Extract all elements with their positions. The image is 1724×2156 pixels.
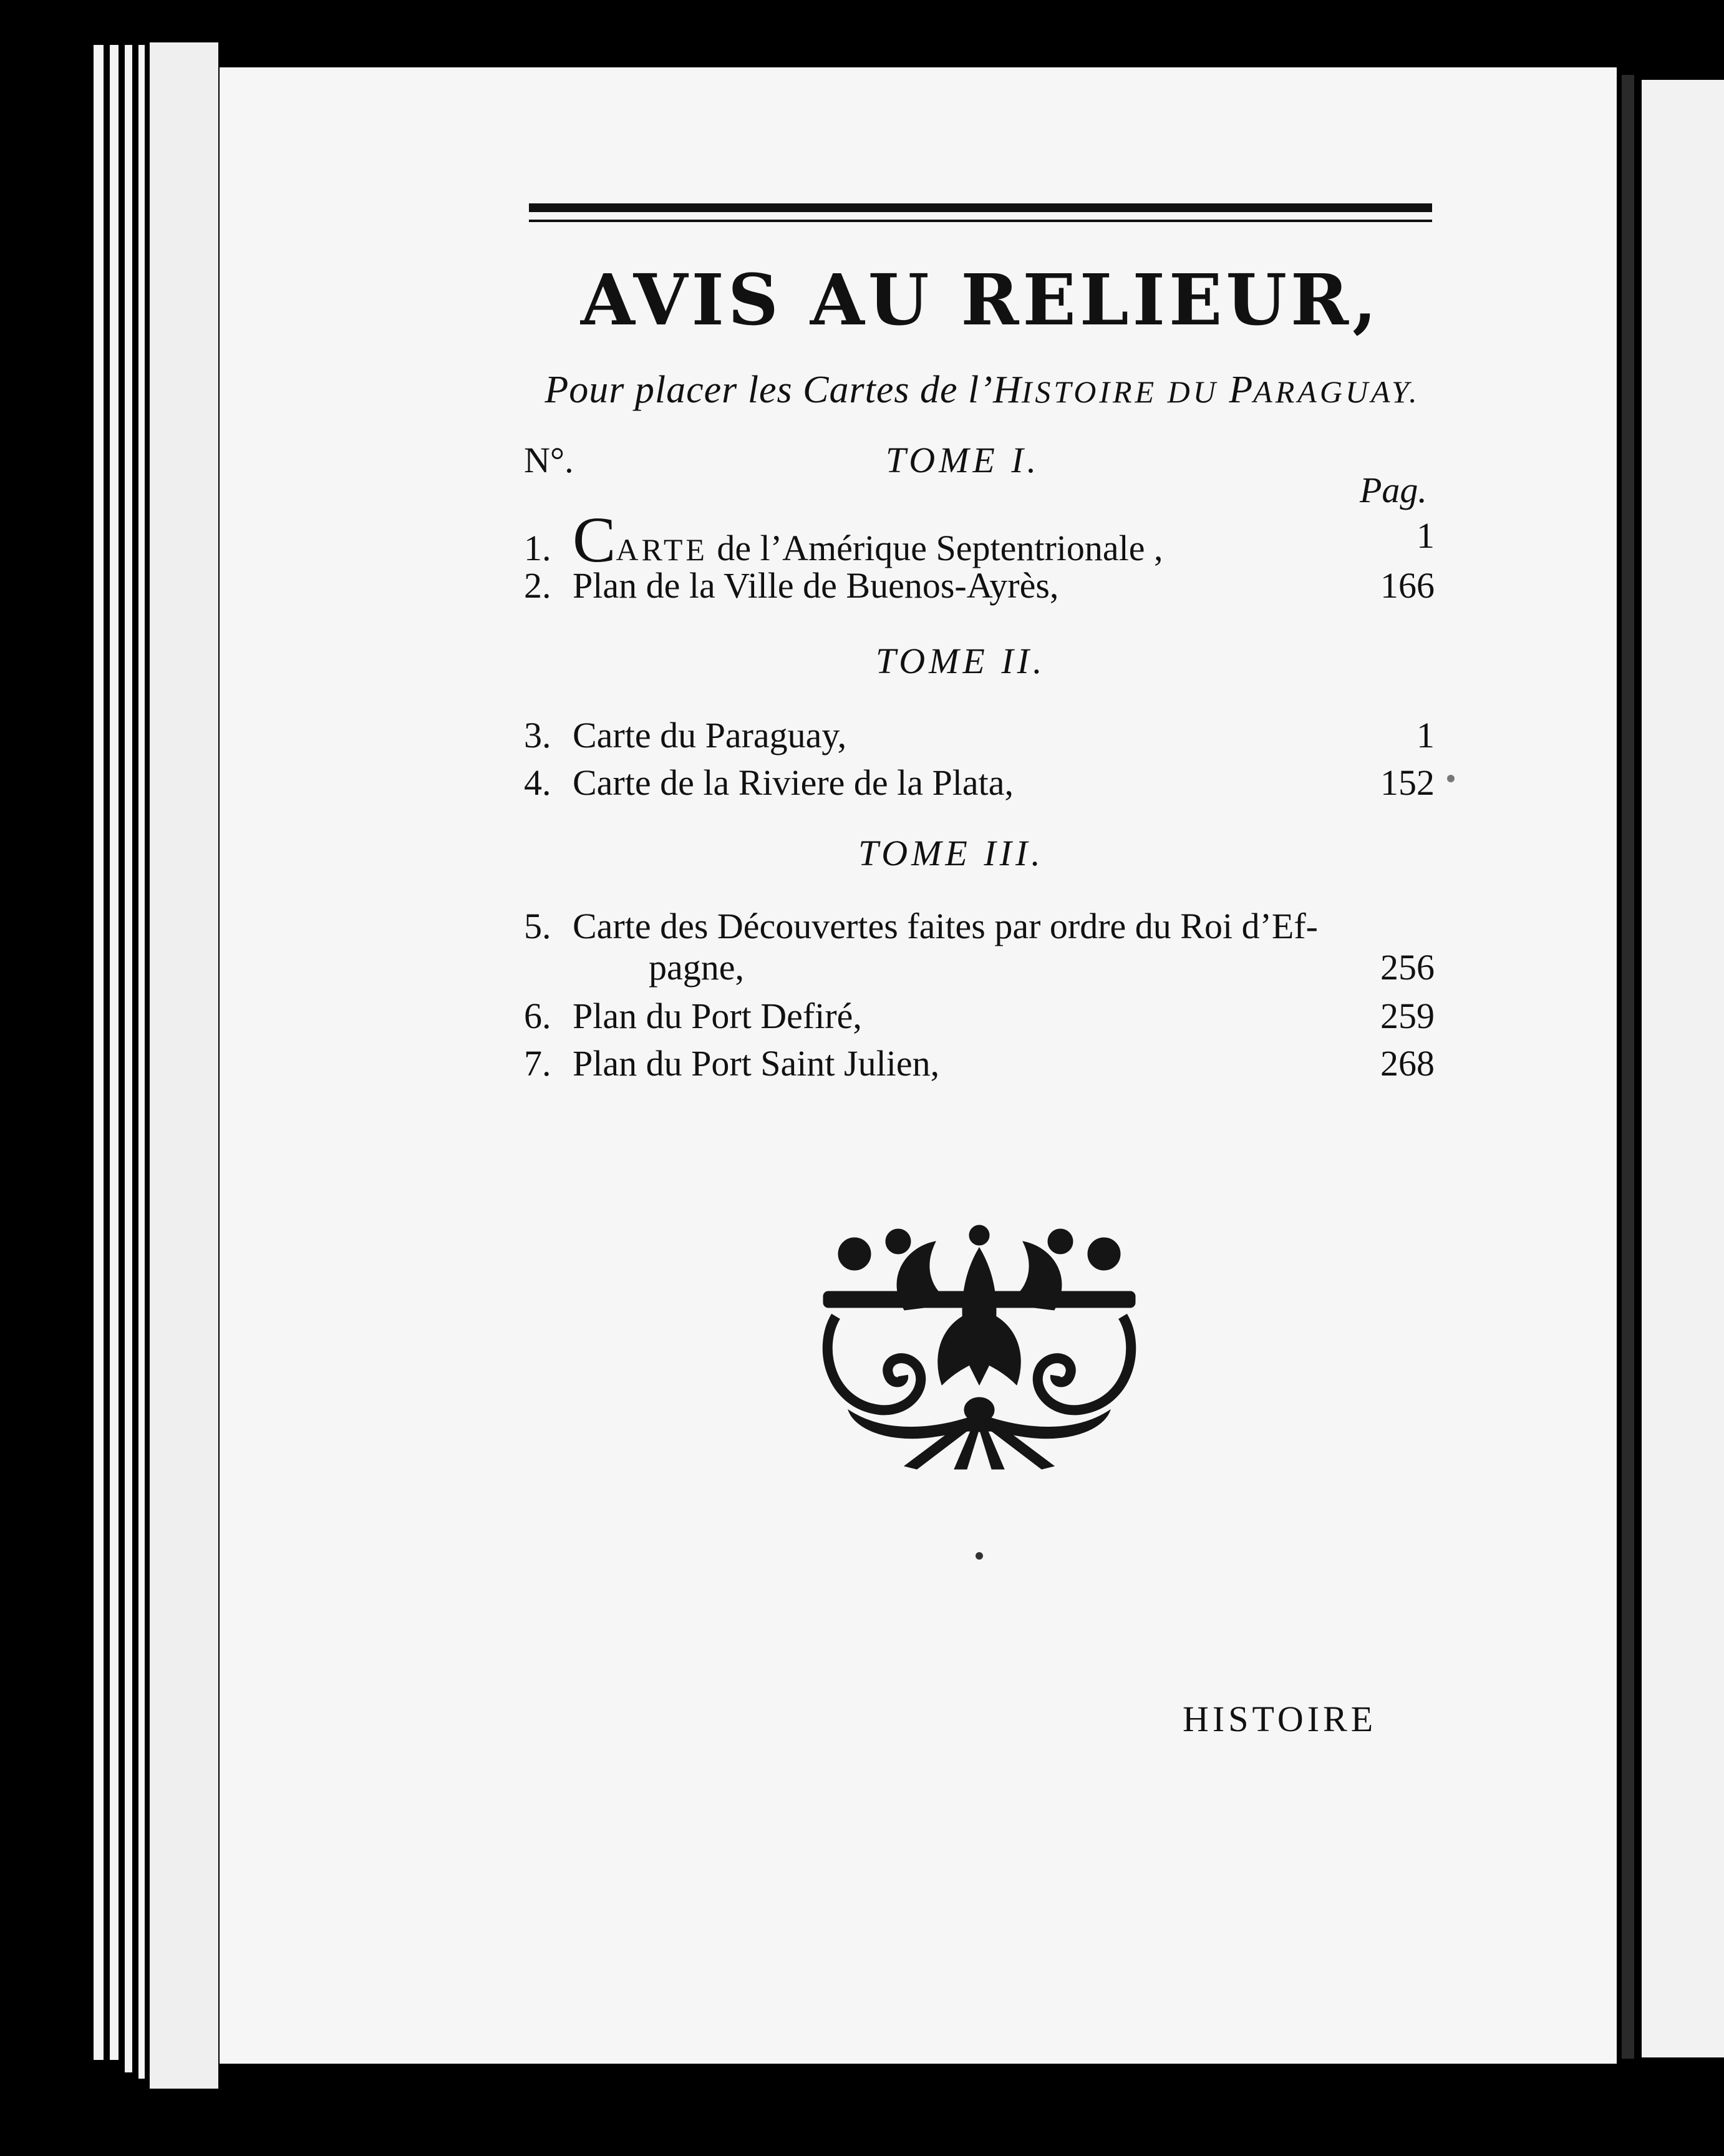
page-number: 259 (1380, 996, 1435, 1036)
list-item: 5. Carte des Découvertes faites par ordre du Roi d’Ef- (524, 906, 1318, 946)
tome-heading: TOME III. (858, 833, 1044, 873)
page-column-label: Pag. (1360, 470, 1427, 510)
page-number: 256 (1380, 947, 1435, 988)
page-number: 152 (1380, 762, 1435, 803)
tome-heading: TOME II. (876, 641, 1046, 681)
list-item: 1. CARTE de l’Amérique Septentrionale , 1 (524, 504, 1435, 576)
adjacent-page (1642, 80, 1724, 2057)
page-edge (150, 42, 218, 2089)
ink-speck (976, 1552, 983, 1560)
number-column-label: N°. (524, 440, 574, 480)
page-gutter (1622, 75, 1634, 2059)
page-title: AVIS AU RELIEUR, (580, 260, 1381, 341)
page-number: 166 (1380, 565, 1435, 606)
page-edge (110, 45, 119, 2060)
page-edge (94, 45, 104, 2060)
page-edge (125, 45, 132, 2072)
list-item: 7. Plan du Port Saint Julien, 268 (524, 1043, 1435, 1084)
page-number: 1 (1416, 515, 1435, 556)
page-edge (138, 45, 145, 2079)
list-item: 3. Carte du Paraguay, 1 (524, 715, 1435, 755)
subtitle: Pour placer les Cartes de l’HISTOIRE DU PARAGUAY. (545, 369, 1420, 411)
page-number: 268 (1380, 1043, 1435, 1084)
list-item: 6. Plan du Port Defiré, 259 (524, 996, 1435, 1036)
floral-vignette-icon (811, 1223, 1148, 1472)
tome-heading: TOME I. (886, 440, 1040, 480)
header-rule (529, 203, 1432, 212)
ink-speck (1447, 775, 1455, 782)
page-number: 1 (1416, 715, 1435, 755)
header-rule-thin (529, 220, 1432, 222)
catchword: HISTOIRE (1183, 1699, 1377, 1739)
list-item-continuation: pagne, 256 (649, 947, 1435, 988)
list-item: 2. Plan de la Ville de Buenos-Ayrès, 166 (524, 565, 1435, 606)
list-item: 4. Carte de la Riviere de la Plata, 152 (524, 762, 1435, 803)
